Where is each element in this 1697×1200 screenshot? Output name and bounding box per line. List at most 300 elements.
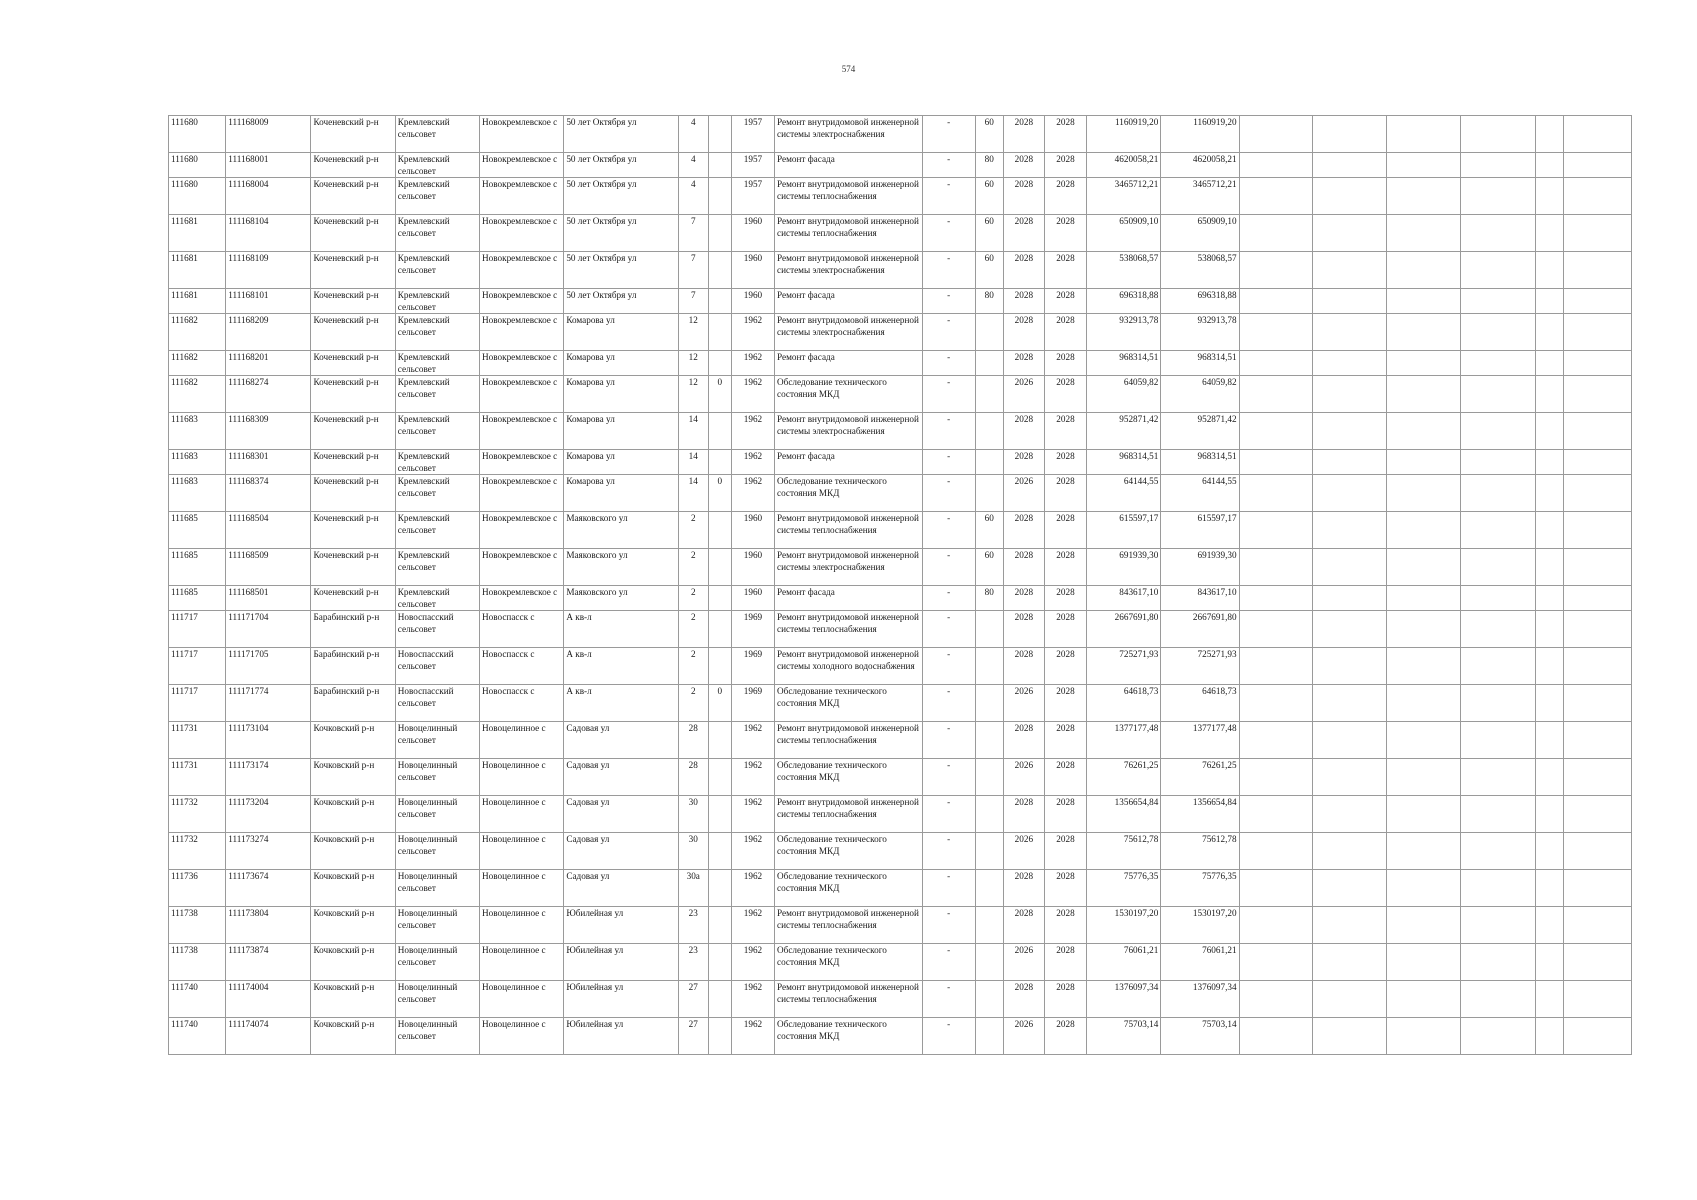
table-cell: 2028: [1044, 153, 1086, 178]
table-cell: Коченевский р-н: [311, 178, 395, 215]
empty-cell: [1387, 116, 1461, 153]
table-row: [169, 981, 1632, 1018]
empty-cell: [1563, 351, 1631, 376]
table-cell: 2028: [1044, 475, 1086, 512]
empty-cell: [1312, 252, 1386, 289]
empty-cell: [1461, 376, 1535, 413]
table-cell: 75776,35: [1161, 870, 1239, 907]
table-cell: 650909,10: [1087, 215, 1161, 252]
table-cell: [708, 252, 731, 289]
table-cell: 111738: [169, 907, 226, 944]
table-cell: Ремонт внутридомовой инженерной системы электроснабжения: [775, 314, 923, 351]
table-cell: 696318,88: [1161, 289, 1239, 314]
table-cell: 2026: [1003, 759, 1044, 796]
empty-cell: [1239, 289, 1312, 314]
table-cell: 2028: [1044, 413, 1086, 450]
table-cell: 2028: [1044, 759, 1086, 796]
table-cell: 27: [678, 1018, 708, 1055]
table-cell: 4620058,21: [1161, 153, 1239, 178]
table-cell: 2028: [1044, 586, 1086, 611]
table-cell: 2028: [1044, 611, 1086, 648]
empty-cell: [1563, 833, 1631, 870]
table-cell: 2667691,80: [1087, 611, 1161, 648]
table-cell: 696318,88: [1087, 289, 1161, 314]
table-cell: 111171774: [226, 685, 311, 722]
table-cell: 111173804: [226, 907, 311, 944]
table-cell: 111681: [169, 215, 226, 252]
table-cell: Новокремлевское с: [480, 475, 564, 512]
empty-cell: [1535, 549, 1563, 586]
table-cell: 64059,82: [1087, 376, 1161, 413]
table-cell: 932913,78: [1087, 314, 1161, 351]
table-cell: 968314,51: [1087, 351, 1161, 376]
table-cell: Новоцелинное с: [480, 981, 564, 1018]
table-cell: Кремлевский сельсовет: [395, 512, 479, 549]
table-cell: 2: [678, 586, 708, 611]
table-cell: -: [922, 1018, 975, 1055]
table-cell: 538068,57: [1087, 252, 1161, 289]
table-cell: [708, 833, 731, 870]
table-cell: 111680: [169, 178, 226, 215]
table-cell: 80: [975, 153, 1003, 178]
empty-cell: [1535, 475, 1563, 512]
table-row: [169, 413, 1632, 450]
table-cell: 952871,42: [1161, 413, 1239, 450]
empty-cell: [1312, 870, 1386, 907]
table-cell: 1962: [731, 981, 774, 1018]
empty-cell: [1387, 1018, 1461, 1055]
table-cell: 1960: [731, 252, 774, 289]
empty-cell: [1535, 450, 1563, 475]
empty-cell: [1535, 512, 1563, 549]
table-row: [169, 685, 1632, 722]
empty-cell: [1563, 586, 1631, 611]
empty-cell: [1461, 116, 1535, 153]
empty-cell: [1535, 759, 1563, 796]
table-cell: 2: [678, 549, 708, 586]
table-cell: -: [922, 870, 975, 907]
table-cell: 1969: [731, 685, 774, 722]
table-row: [169, 475, 1632, 512]
table-cell: 2028: [1044, 833, 1086, 870]
empty-cell: [1239, 512, 1312, 549]
table-cell: 111681: [169, 289, 226, 314]
table-row: [169, 907, 1632, 944]
table-cell: 1962: [731, 1018, 774, 1055]
table-cell: 2026: [1003, 475, 1044, 512]
table-cell: 111682: [169, 351, 226, 376]
table-cell: [975, 685, 1003, 722]
table-cell: Новокремлевское с: [480, 153, 564, 178]
table-cell: [708, 611, 731, 648]
table-cell: 60: [975, 252, 1003, 289]
table-cell: 111685: [169, 549, 226, 586]
table-cell: 64059,82: [1161, 376, 1239, 413]
table-cell: 615597,17: [1087, 512, 1161, 549]
table-cell: 2028: [1003, 215, 1044, 252]
empty-cell: [1535, 833, 1563, 870]
table-cell: Новокремлевское с: [480, 116, 564, 153]
table-cell: 2: [678, 648, 708, 685]
table-row: [169, 1018, 1632, 1055]
table-cell: Новоспасск с: [480, 611, 564, 648]
table-cell: 111168101: [226, 289, 311, 314]
table-cell: Новокремлевское с: [480, 252, 564, 289]
table-cell: 76061,21: [1161, 944, 1239, 981]
empty-cell: [1387, 722, 1461, 759]
table-cell: 1962: [731, 870, 774, 907]
table-cell: 1356654,84: [1161, 796, 1239, 833]
table-cell: 691939,30: [1161, 549, 1239, 586]
table-cell: 111685: [169, 512, 226, 549]
table-cell: Новокремлевское с: [480, 289, 564, 314]
table-cell: 111168301: [226, 450, 311, 475]
table-cell: 2026: [1003, 685, 1044, 722]
table-cell: 14: [678, 450, 708, 475]
table-cell: 60: [975, 215, 1003, 252]
table-cell: 1960: [731, 549, 774, 586]
empty-cell: [1239, 252, 1312, 289]
empty-cell: [1387, 981, 1461, 1018]
empty-cell: [1535, 215, 1563, 252]
table-cell: 2028: [1044, 512, 1086, 549]
table-cell: Коченевский р-н: [311, 314, 395, 351]
empty-cell: [1461, 178, 1535, 215]
table-cell: 1962: [731, 314, 774, 351]
table-cell: Обследование технического состояния МКД: [775, 475, 923, 512]
table-cell: 2028: [1003, 907, 1044, 944]
empty-cell: [1312, 376, 1386, 413]
table-cell: Маяковского ул: [564, 586, 678, 611]
table-cell: -: [922, 648, 975, 685]
table-cell: Ремонт внутридомовой инженерной системы теплоснабжения: [775, 981, 923, 1018]
table-cell: Кремлевский сельсовет: [395, 475, 479, 512]
table-cell: [708, 413, 731, 450]
empty-cell: [1563, 870, 1631, 907]
table-cell: 23: [678, 907, 708, 944]
table-cell: 2028: [1044, 450, 1086, 475]
table-cell: Кремлевский сельсовет: [395, 376, 479, 413]
table-cell: 1376097,34: [1087, 981, 1161, 1018]
table-cell: 1160919,20: [1087, 116, 1161, 153]
empty-cell: [1239, 450, 1312, 475]
table-cell: Коченевский р-н: [311, 215, 395, 252]
table-cell: Новоцелинное с: [480, 907, 564, 944]
table-cell: 1377177,48: [1161, 722, 1239, 759]
empty-cell: [1535, 944, 1563, 981]
table-cell: 2: [678, 512, 708, 549]
table-cell: 111168201: [226, 351, 311, 376]
table-cell: Ремонт фасада: [775, 586, 923, 611]
table-cell: Кремлевский сельсовет: [395, 116, 479, 153]
table-cell: 111736: [169, 870, 226, 907]
empty-cell: [1312, 685, 1386, 722]
table-cell: -: [922, 944, 975, 981]
table-cell: 50 лет Октября ул: [564, 215, 678, 252]
empty-cell: [1535, 981, 1563, 1018]
table-cell: -: [922, 722, 975, 759]
table-cell: -: [922, 796, 975, 833]
table-cell: Новоспасск с: [480, 685, 564, 722]
empty-cell: [1461, 944, 1535, 981]
empty-cell: [1461, 907, 1535, 944]
table-cell: [975, 413, 1003, 450]
table-cell: 2028: [1044, 796, 1086, 833]
empty-cell: [1461, 648, 1535, 685]
table-cell: 3465712,21: [1087, 178, 1161, 215]
table-cell: 1969: [731, 648, 774, 685]
empty-cell: [1312, 833, 1386, 870]
table-cell: Ремонт внутридомовой инженерной системы электроснабжения: [775, 549, 923, 586]
table-cell: 2026: [1003, 833, 1044, 870]
table-cell: 2028: [1003, 178, 1044, 215]
table-cell: [975, 907, 1003, 944]
empty-cell: [1312, 759, 1386, 796]
empty-cell: [1535, 685, 1563, 722]
table-row: [169, 759, 1632, 796]
table-cell: 968314,51: [1161, 351, 1239, 376]
empty-cell: [1461, 215, 1535, 252]
table-cell: Обследование технического состояния МКД: [775, 833, 923, 870]
table-cell: 27: [678, 981, 708, 1018]
empty-cell: [1239, 153, 1312, 178]
table-cell: Коченевский р-н: [311, 549, 395, 586]
table-cell: Кремлевский сельсовет: [395, 450, 479, 475]
table-cell: 111680: [169, 153, 226, 178]
table-cell: 12: [678, 376, 708, 413]
table-cell: 111683: [169, 450, 226, 475]
table-cell: 2028: [1003, 549, 1044, 586]
empty-cell: [1239, 314, 1312, 351]
empty-cell: [1312, 153, 1386, 178]
table-cell: 64144,55: [1087, 475, 1161, 512]
table-cell: -: [922, 512, 975, 549]
table-cell: [975, 870, 1003, 907]
empty-cell: [1387, 685, 1461, 722]
table-cell: 28: [678, 759, 708, 796]
table-cell: 1969: [731, 611, 774, 648]
table-cell: 1962: [731, 351, 774, 376]
table-cell: 111173274: [226, 833, 311, 870]
table-cell: 843617,10: [1087, 586, 1161, 611]
empty-cell: [1535, 178, 1563, 215]
table-row: [169, 944, 1632, 981]
table-cell: 1960: [731, 586, 774, 611]
table-cell: [975, 376, 1003, 413]
table-cell: Новоспасский сельсовет: [395, 648, 479, 685]
table-cell: 7: [678, 289, 708, 314]
empty-cell: [1461, 413, 1535, 450]
table-cell: -: [922, 376, 975, 413]
empty-cell: [1535, 1018, 1563, 1055]
table-cell: Новокремлевское с: [480, 314, 564, 351]
table-cell: Садовая ул: [564, 796, 678, 833]
table-cell: [708, 944, 731, 981]
table-cell: 111174074: [226, 1018, 311, 1055]
empty-cell: [1535, 648, 1563, 685]
table-cell: Ремонт внутридомовой инженерной системы теплоснабжения: [775, 722, 923, 759]
table-cell: Коченевский р-н: [311, 450, 395, 475]
table-row: [169, 153, 1632, 178]
table-cell: [708, 289, 731, 314]
empty-cell: [1461, 289, 1535, 314]
table-cell: -: [922, 116, 975, 153]
table-cell: Юбилейная ул: [564, 981, 678, 1018]
table-cell: [708, 215, 731, 252]
table-cell: Кочковский р-н: [311, 796, 395, 833]
table-cell: 2028: [1044, 252, 1086, 289]
table-cell: 952871,42: [1087, 413, 1161, 450]
table-row: [169, 870, 1632, 907]
table-cell: 111681: [169, 252, 226, 289]
table-cell: [708, 153, 731, 178]
empty-cell: [1535, 376, 1563, 413]
table-cell: [975, 796, 1003, 833]
table-cell: 64618,73: [1087, 685, 1161, 722]
table-cell: Новокремлевское с: [480, 586, 564, 611]
empty-cell: [1312, 413, 1386, 450]
table-cell: Новоцелинное с: [480, 870, 564, 907]
table-cell: 60: [975, 178, 1003, 215]
empty-cell: [1239, 376, 1312, 413]
table-row: [169, 549, 1632, 586]
empty-cell: [1387, 215, 1461, 252]
table-cell: 1962: [731, 376, 774, 413]
table-cell: 75612,78: [1087, 833, 1161, 870]
table-cell: 80: [975, 289, 1003, 314]
table-cell: Садовая ул: [564, 870, 678, 907]
table-cell: -: [922, 907, 975, 944]
empty-cell: [1387, 351, 1461, 376]
table-cell: 2028: [1003, 722, 1044, 759]
table-cell: 2028: [1003, 153, 1044, 178]
table-cell: 111168209: [226, 314, 311, 351]
empty-cell: [1535, 289, 1563, 314]
empty-cell: [1563, 549, 1631, 586]
empty-cell: [1239, 549, 1312, 586]
table-row: [169, 833, 1632, 870]
empty-cell: [1239, 413, 1312, 450]
table-cell: Обследование технического состояния МКД: [775, 944, 923, 981]
table-cell: 111173104: [226, 722, 311, 759]
table-cell: [708, 450, 731, 475]
table-cell: Обследование технического состояния МКД: [775, 1018, 923, 1055]
table-cell: 1962: [731, 796, 774, 833]
table-cell: -: [922, 759, 975, 796]
empty-cell: [1563, 153, 1631, 178]
table-row: [169, 314, 1632, 351]
table-cell: Кремлевский сельсовет: [395, 586, 479, 611]
table-cell: 3465712,21: [1161, 178, 1239, 215]
table-cell: 2028: [1044, 685, 1086, 722]
empty-cell: [1239, 1018, 1312, 1055]
table-cell: -: [922, 833, 975, 870]
empty-cell: [1312, 648, 1386, 685]
table-cell: 2028: [1044, 116, 1086, 153]
table-cell: Ремонт внутридомовой инженерной системы электроснабжения: [775, 116, 923, 153]
table-cell: Ремонт внутридомовой инженерной системы теплоснабжения: [775, 215, 923, 252]
table-row: [169, 586, 1632, 611]
empty-cell: [1563, 215, 1631, 252]
table-cell: [708, 549, 731, 586]
table-cell: [708, 116, 731, 153]
empty-cell: [1239, 178, 1312, 215]
table-cell: 1960: [731, 215, 774, 252]
table-cell: Кочковский р-н: [311, 722, 395, 759]
empty-cell: [1563, 722, 1631, 759]
table-cell: Коченевский р-н: [311, 252, 395, 289]
table-row: [169, 376, 1632, 413]
table-cell: 2028: [1044, 981, 1086, 1018]
table-cell: [975, 611, 1003, 648]
table-row: [169, 178, 1632, 215]
empty-cell: [1563, 981, 1631, 1018]
empty-cell: [1461, 512, 1535, 549]
table-cell: 1962: [731, 450, 774, 475]
table-cell: Новоспасский сельсовет: [395, 685, 479, 722]
empty-cell: [1312, 215, 1386, 252]
empty-cell: [1461, 611, 1535, 648]
table-cell: 1960: [731, 512, 774, 549]
table-cell: -: [922, 586, 975, 611]
table-cell: 14: [678, 413, 708, 450]
table-cell: 1530197,20: [1161, 907, 1239, 944]
table-row: [169, 215, 1632, 252]
empty-cell: [1387, 153, 1461, 178]
table-cell: 2667691,80: [1161, 611, 1239, 648]
table-cell: 2028: [1044, 549, 1086, 586]
table-cell: 111682: [169, 314, 226, 351]
table-cell: 111168501: [226, 586, 311, 611]
table-cell: 2026: [1003, 1018, 1044, 1055]
page-number: 574: [841, 64, 856, 74]
table-cell: -: [922, 252, 975, 289]
empty-cell: [1239, 116, 1312, 153]
table-cell: 60: [975, 549, 1003, 586]
table-cell: 50 лет Октября ул: [564, 178, 678, 215]
empty-cell: [1461, 833, 1535, 870]
empty-cell: [1563, 944, 1631, 981]
empty-cell: [1239, 907, 1312, 944]
table-cell: [708, 796, 731, 833]
empty-cell: [1563, 252, 1631, 289]
table-cell: -: [922, 153, 975, 178]
table-cell: 111173174: [226, 759, 311, 796]
table-cell: Кочковский р-н: [311, 1018, 395, 1055]
empty-cell: [1563, 512, 1631, 549]
table-cell: Ремонт внутридомовой инженерной системы теплоснабжения: [775, 178, 923, 215]
empty-cell: [1563, 475, 1631, 512]
empty-cell: [1563, 178, 1631, 215]
table-cell: 1962: [731, 907, 774, 944]
table-cell: 111168009: [226, 116, 311, 153]
table-cell: 2028: [1003, 611, 1044, 648]
table-cell: -: [922, 314, 975, 351]
table-cell: [708, 648, 731, 685]
empty-cell: [1535, 351, 1563, 376]
table-cell: Кремлевский сельсовет: [395, 252, 479, 289]
empty-cell: [1312, 586, 1386, 611]
table-cell: 111168374: [226, 475, 311, 512]
table-cell: Коченевский р-н: [311, 289, 395, 314]
table-cell: Кремлевский сельсовет: [395, 314, 479, 351]
table-cell: Ремонт фасада: [775, 289, 923, 314]
table-cell: Новоцелинный сельсовет: [395, 796, 479, 833]
table-cell: 0: [708, 475, 731, 512]
table-cell: 111171704: [226, 611, 311, 648]
table-cell: Барабинский р-н: [311, 611, 395, 648]
table-cell: А кв-л: [564, 685, 678, 722]
